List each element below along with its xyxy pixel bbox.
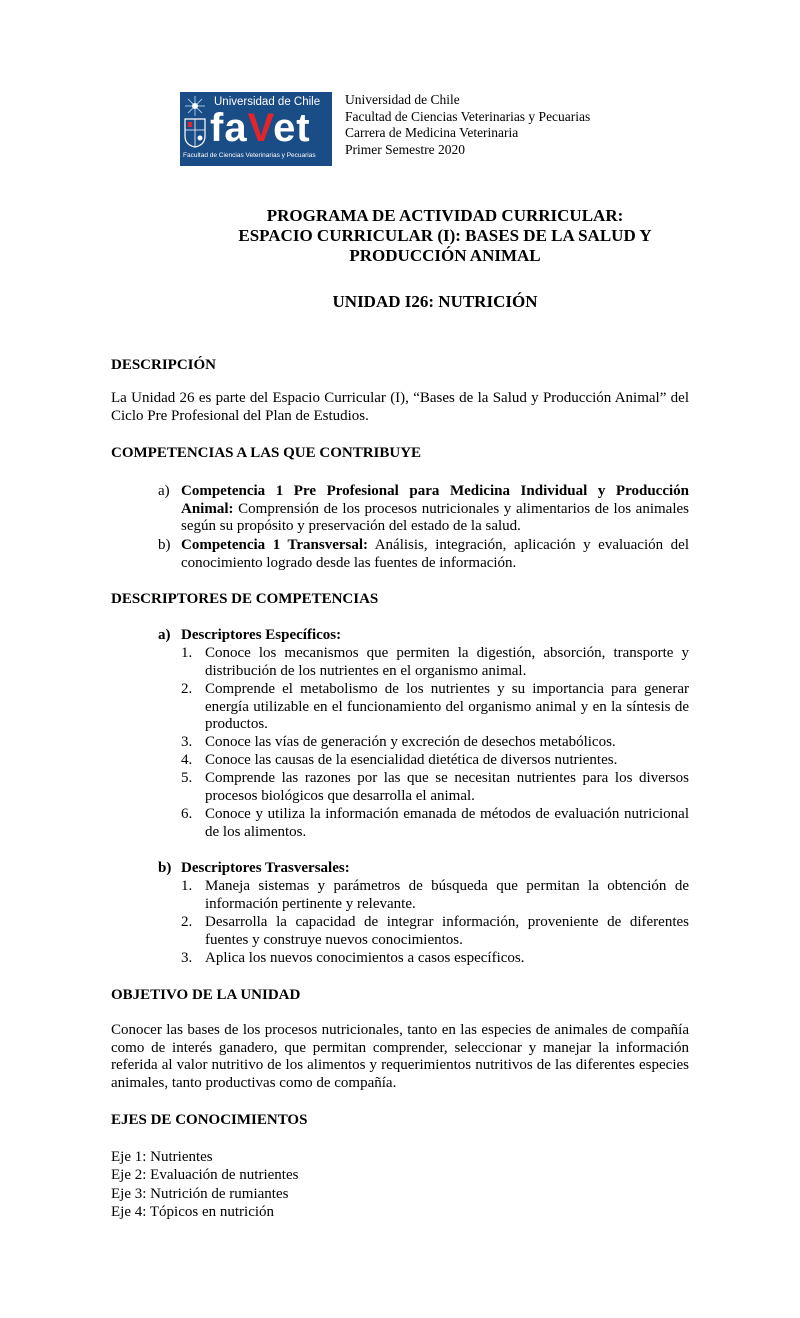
transversal-2-number: 2. <box>181 914 193 930</box>
title-line-3: PRODUCCIÓN ANIMAL <box>349 246 541 265</box>
transversal-3-number: 3. <box>181 950 193 966</box>
descriptores-heading: DESCRIPTORES DE COMPETENCIAS <box>111 591 379 607</box>
eje-item-4: Eje 4: Tópicos en nutrición <box>111 1203 275 1220</box>
especificos-title: Descriptores Específicos: <box>181 627 342 643</box>
competencia-a-text: Comprensión de los procesos nutricionales y alimentarios de los animales según su propósito y preservación del estado de la salud. <box>181 500 689 534</box>
ejes-heading: EJES DE CONOCIMIENTOS <box>111 1112 308 1128</box>
descripcion-heading: DESCRIPCIÓN <box>111 357 217 373</box>
competencia-a-marker: a) <box>158 483 170 499</box>
especifico-3-text: Conoce las vías de generación y excreción de desechos metabólicos. <box>205 734 616 750</box>
objetivo-heading: OBJETIVO DE LA UNIDAD <box>111 987 301 1003</box>
competencia-b <box>181 537 689 572</box>
especifico-4-text: Conoce las causas de la esencialidad dietética de diversos nutrientes. <box>205 752 618 768</box>
ejes-list <box>111 1148 298 1221</box>
unit-title: UNIDAD I26: NUTRICIÓN <box>332 292 538 311</box>
competencia-a <box>181 483 689 536</box>
institution-line-1: Universidad de Chile <box>345 92 460 107</box>
logo-mark-v: V <box>247 106 274 150</box>
institution-line-3: Carrera de Medicina Veterinaria <box>345 125 519 140</box>
transversal-1-text: Maneja sistemas y parámetros de búsqueda que permitan la obtención de información pertinente y relevante. <box>205 878 689 912</box>
especifico-5-number: 5. <box>181 770 193 786</box>
objetivo-text: Conocer las bases de los procesos nutricionales, tanto en las especies de animales de compañía como de interés ganadero, que permitan comprender, seleccionar y manejar la información referida al valor nutritivo de los alimentos y requerimientos nutritivos de las diferentes especies animales, tanto productivas como de compañía. <box>111 1022 689 1091</box>
especifico-6-text: Conoce y utiliza la información emanada de métodos de evaluación nutricional de los alimentos. <box>205 806 689 840</box>
logo-mark-post: et <box>273 106 311 150</box>
transversal-1-number: 1. <box>181 878 193 894</box>
especificos-marker: a) <box>158 627 171 643</box>
eje-item-2: Eje 2: Evaluación de nutrientes <box>111 1167 299 1184</box>
eje-item-1: Eje 1: Nutrientes <box>111 1149 213 1165</box>
eje-item-3: Eje 3: Nutrición de rumiantes <box>111 1185 289 1202</box>
descripcion-text: La Unidad 26 es parte del Espacio Curricular (I), “Bases de la Salud y Producción Animal” del Ciclo Pre Profesional del Plan de Estudios. <box>111 390 689 424</box>
faculty-logo <box>180 92 332 166</box>
logo-mark-pre: fa <box>210 106 248 150</box>
especifico-2-text: Comprende el metabolismo de los nutrientes y su importancia para generar energía utilizable en el funcionamiento del organismo animal y en la síntesis de productos. <box>205 681 689 732</box>
institution-line-2: Facultad de Ciencias Veterinarias y Pecuarias <box>345 108 591 124</box>
especifico-2-number: 2. <box>181 681 193 697</box>
competencias-heading: COMPETENCIAS A LAS QUE CONTRIBUYE <box>111 445 422 461</box>
program-title <box>0 206 800 266</box>
competencia-a-title: Competencia 1 Pre Profesional para Medicina Individual y Producción Animal: <box>181 483 689 517</box>
star-icon <box>184 96 206 116</box>
institution-info <box>345 92 590 158</box>
transversal-3-text: Aplica los nuevos conocimientos a casos específicos. <box>205 950 525 966</box>
university-shield-icon <box>184 118 206 148</box>
title-line-2: ESPACIO CURRICULAR (I): BASES DE LA SALUD Y <box>238 226 652 245</box>
transversales-marker: b) <box>158 860 172 876</box>
especifico-1-text: Conoce los mecanismos que permiten la digestión, absorción, transporte y distribución de los nutrientes en el organismo animal. <box>205 645 689 679</box>
logo-university-text: Universidad de Chile <box>214 96 321 108</box>
competencia-b-title: Competencia 1 Transversal: <box>181 537 369 553</box>
especifico-5-text: Comprende las razones por las que se necesitan nutrientes para los diversos procesos biológicos que desarrolla el animal. <box>205 770 689 804</box>
title-line-1: PROGRAMA DE ACTIVIDAD CURRICULAR: <box>266 206 624 225</box>
competencia-b-text: Análisis, integración, aplicación y evaluación del conocimiento logrado desde las fuentes de información. <box>181 537 689 571</box>
transversal-2-text: Desarrolla la capacidad de integrar información, proveniente de diferentes fuentes y construye nuevos conocimientos. <box>205 914 689 948</box>
especifico-4-number: 4. <box>181 752 193 768</box>
logo-faculty-text: Facultad de Ciencias Veterinarias y Pecuarias <box>183 152 316 159</box>
especifico-3-number: 3. <box>181 734 193 750</box>
institution-line-4: Primer Semestre 2020 <box>345 141 465 157</box>
especifico-1-number: 1. <box>181 645 193 661</box>
transversales-title: Descriptores Trasversales: <box>181 860 350 876</box>
logo-wordmark <box>210 106 311 150</box>
competencia-b-marker: b) <box>158 537 171 553</box>
especifico-6-number: 6. <box>181 806 193 822</box>
